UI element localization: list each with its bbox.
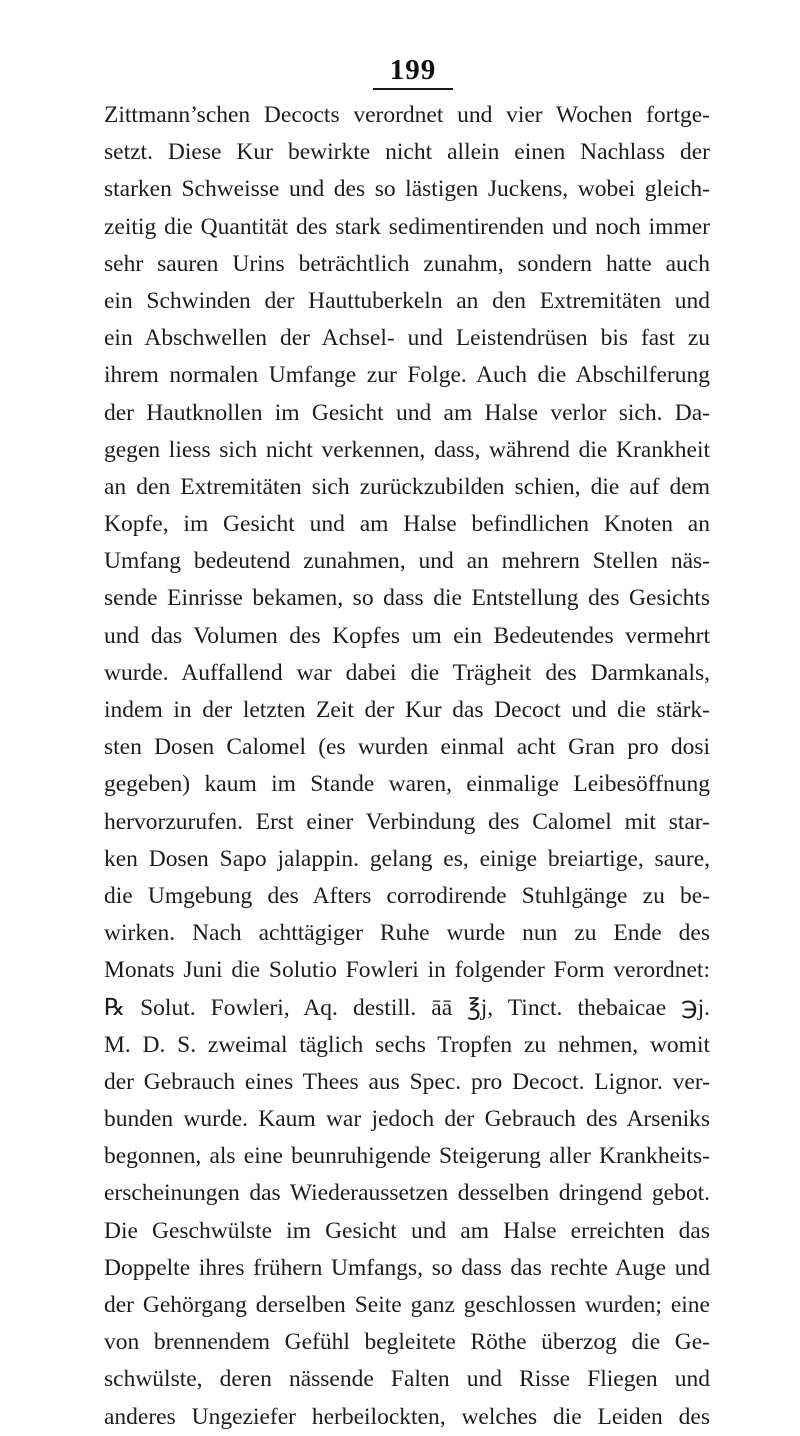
text-line: bunden wurde. Kaum war jedoch der Gebrauch des Arseniks [104,1106,710,1133]
text-line: zeitig die Quantität des stark sedimentirenden und noch immer [104,213,710,240]
text-line: Kopfe, im Gesicht und am Halse befindlichen Knoten an [104,511,710,538]
text-line: begonnen, als eine beunruhigende Steigerung aller Krankheits- [104,1143,710,1170]
page-number: 199 [389,54,437,86]
text-line: Doppelte ihres frühern Umfangs, so dass das rechte Auge und [104,1254,710,1281]
text-line: sehr sauren Urins beträchtlich zunahm, sondern hatte auch [104,250,710,277]
text-line: ℞ Solut. Fowleri, Aq. destill. āā ℥j, Tinct. thebaicae ℈j. [104,994,710,1021]
text-line: und das Volumen des Kopfes um ein Bedeutendes vermehrt [104,622,710,649]
page-number-underline [373,88,453,90]
text-line: an den Extremitäten sich zurückzubilden schien, die auf dem [104,473,710,500]
text-line: sende Einrisse bekamen, so dass die Entstellung des Gesichts [104,585,710,612]
text-line: ein Abschwellen der Achsel- und Leistendrüsen bis fast zu [104,325,710,352]
text-line: ein Schwinden der Hauttuberkeln an den Extremitäten und [104,287,710,314]
text-line: anderes Ungeziefer herbeilockten, welches die Leiden des [104,1403,710,1430]
body-text [104,97,710,1436]
text-line: setzt. Diese Kur bewirkte nicht allein einen Nachlass der [104,139,710,166]
text-line: wirken. Nach achttägiger Ruhe wurde nun zu Ende des [104,920,710,947]
text-line: schwülste, deren nässende Falten und Risse Fliegen und [104,1366,710,1393]
text-line: der Gehörgang derselben Seite ganz geschlossen wurden; eine [104,1292,710,1318]
text-line: indem in der letzten Zeit der Kur das Decoct und die stärk- [104,697,710,723]
text-line: ihrem normalen Umfange zur Folge. Auch die Abschilferung [104,362,710,389]
text-line: M. D. S. zweimal täglich sechs Tropfen zu nehmen, womit [104,1031,710,1058]
text-line: sten Dosen Calomel (es wurden einmal acht Gran pro dosi [104,734,710,761]
text-line: erscheinungen das Wiederaussetzen desselben dringend gebot. [104,1180,710,1207]
text-line: starken Schweisse und des so lästigen Juckens, wobei gleich- [104,176,710,203]
text-line: der Gebrauch eines Thees aus Spec. pro Decoct. Lignor. ver- [104,1068,710,1095]
text-line: Zittmann’schen Decocts verordnet und vier Wochen fortge- [104,102,710,128]
text-line: von brennendem Gefühl begleitete Röthe überzog die Ge- [104,1329,710,1356]
text-line: wurde. Auffallend war dabei die Trägheit des Darmkanals, [104,659,710,686]
text-line: gegen liess sich nicht verkennen, dass, während die Krankheit [104,436,710,463]
text-line: gegeben) kaum im Stande waren, einmalige Leibesöffnung [104,771,710,798]
text-line: der Hautknollen im Gesicht und am Halse verlor sich. Da- [104,399,710,426]
text-line: Umfang bedeutend zunahmen, und an mehrern Stellen näs- [104,548,710,575]
text-line: die Umgebung des Afters corrodirende Stuhlgänge zu be- [104,882,710,909]
text-line: ken Dosen Sapo jalappin. gelang es, einige breiartige, saure, [104,845,710,872]
text-line: Die Geschwülste im Gesicht und am Halse erreichten das [104,1217,710,1244]
text-line: Monats Juni die Solutio Fowleri in folgender Form verordnet: [104,957,710,984]
text-line: hervorzurufen. Erst einer Verbindung des Calomel mit star- [104,808,710,835]
